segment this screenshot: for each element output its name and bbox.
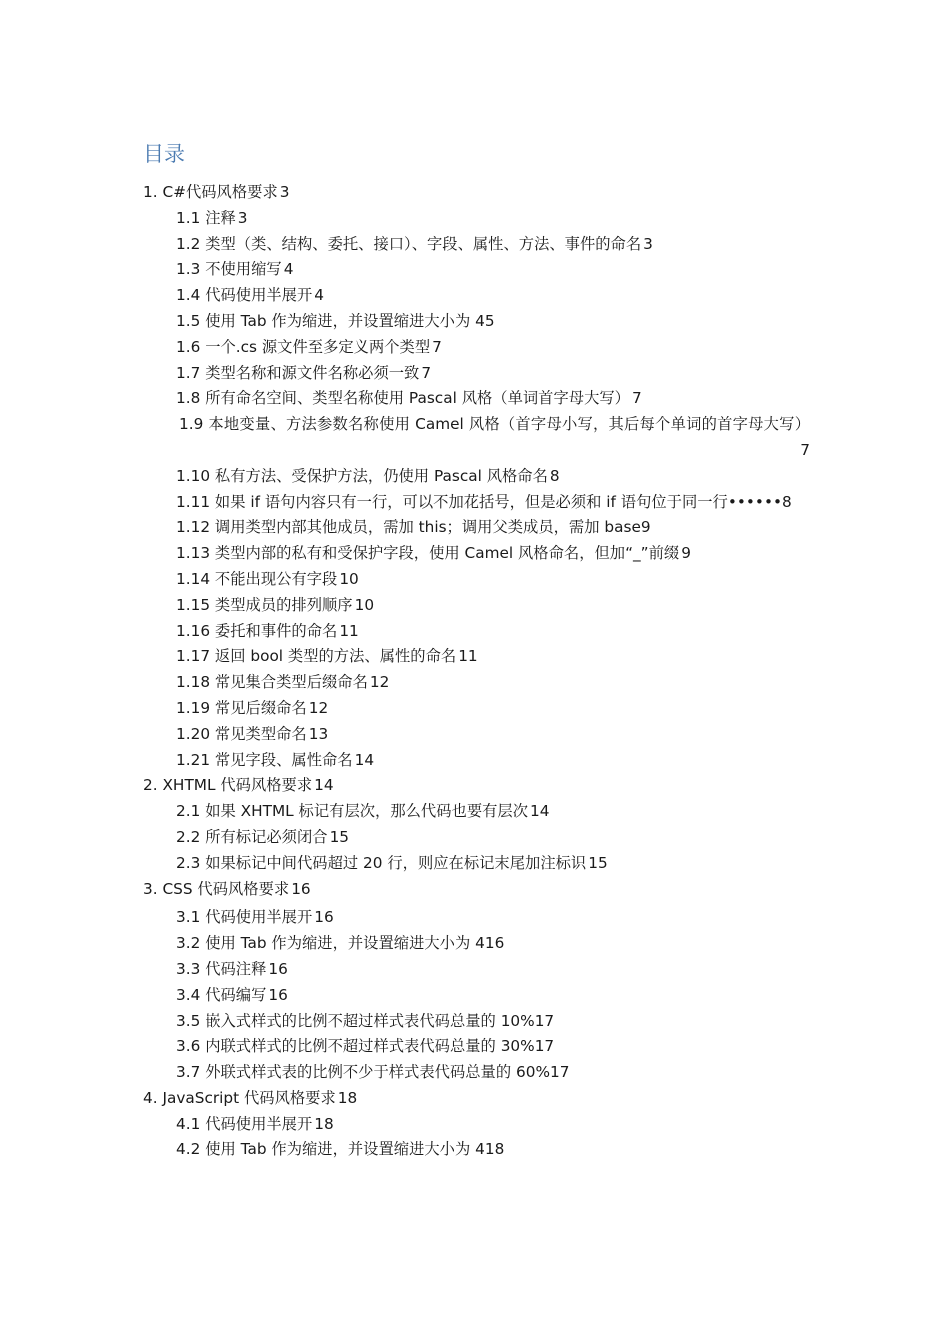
toc-entry-text: 1.14 不能出现公有字段 <box>176 569 338 588</box>
toc-entry-1-12[interactable] <box>143 515 810 541</box>
toc-entry-1-13[interactable] <box>143 541 810 567</box>
toc-page-number: 3 <box>643 234 653 253</box>
toc-entry-1-19[interactable] <box>143 696 810 722</box>
toc-entry-1-16[interactable] <box>143 619 810 645</box>
toc-entry-text: 1.7 类型名称和源文件名称必须一致 <box>176 363 420 382</box>
toc-entry-4-2[interactable] <box>143 1137 810 1163</box>
toc-entry-3-1[interactable] <box>143 905 810 931</box>
toc-entry-1-3[interactable] <box>143 257 810 283</box>
toc-entry-1-9[interactable] <box>143 412 810 464</box>
toc-entry-text: 1.1 注释 <box>176 208 236 227</box>
toc-entry-2-3[interactable] <box>143 851 810 877</box>
toc-page-number: 17 <box>534 1037 555 1056</box>
toc-entry-text: 1.11 如果 if 语句内容只有一行，可以不加花括号，但是必须和 if 语句位于同一行 <box>176 492 728 511</box>
toc-entry-1-5[interactable] <box>143 309 810 335</box>
toc-entry-text: 4. JavaScript 代码风格要求 <box>143 1088 336 1107</box>
toc-entry-text: 3.1 代码使用半展开 <box>176 908 313 927</box>
toc-entry-2-2[interactable] <box>143 825 810 851</box>
toc-entry-text: 2.3 如果标记中间代码超过 20 行，则应在标记末尾加注标识 <box>176 853 587 872</box>
toc-page-number: 16 <box>314 908 334 927</box>
toc-entry-text: 3.4 代码编写 <box>176 985 267 1004</box>
toc-entry-1-7[interactable] <box>143 361 810 387</box>
toc-entry-3-4[interactable] <box>143 983 810 1009</box>
toc-entry-3-2[interactable] <box>143 931 810 957</box>
toc-page-number: 17 <box>534 1011 555 1030</box>
toc-page-number: 3 <box>279 183 290 201</box>
toc-entry-1-14[interactable] <box>143 567 810 593</box>
toc-page-number: 10 <box>354 595 375 614</box>
toc-entry-text: 3.6 内联式样式的比例不超过样式表代码总量的 30% <box>176 1037 535 1056</box>
toc-page-number: ••••••8 <box>727 492 792 511</box>
toc-page-number: 7 <box>421 363 432 382</box>
toc-entry-text: 1.8 所有命名空间、类型名称使用 Pascal 风格（单词首字母大写） <box>176 389 630 408</box>
toc-entry-3-5[interactable] <box>143 1009 810 1035</box>
toc-entry-text: 1.18 常见集合类型后缀命名 <box>176 673 368 692</box>
toc-entry-text: 2. XHTML 代码风格要求 <box>143 776 313 795</box>
toc-page-number: 18 <box>314 1114 334 1133</box>
toc-entry-1-8[interactable] <box>143 386 810 412</box>
toc-entry-2[interactable] <box>143 773 810 799</box>
toc-entry-1-21[interactable] <box>143 748 810 774</box>
toc-entry-text: 1.5 使用 Tab 作为缩进，并设置缩进大小为 4 <box>176 311 485 330</box>
toc-entry-text: 3.3 代码注释 <box>176 959 267 978</box>
toc-entry-2-1[interactable] <box>143 799 810 825</box>
toc-page-number: 16 <box>484 934 505 953</box>
toc-entry-3-6[interactable] <box>143 1034 810 1060</box>
toc-page-number: 12 <box>308 698 329 717</box>
toc-entry-text: 2.2 所有标记必须闭合 <box>176 827 328 846</box>
toc-entry-text: 1.20 常见类型命名 <box>176 724 307 743</box>
toc-entry-3-3[interactable] <box>143 957 810 983</box>
toc-entry-text: 1.17 返回 bool 类型的方法、属性的命名 <box>176 647 457 666</box>
toc-page-number: 17 <box>550 1063 570 1082</box>
toc-page-number: 7 <box>432 337 442 356</box>
toc-entry-1-17[interactable] <box>143 644 810 670</box>
toc-page-number: 7 <box>800 440 810 459</box>
toc-page-number: 15 <box>329 827 350 846</box>
toc-page-number: 7 <box>631 389 642 408</box>
toc-entry-text: 1.15 类型成员的排列顺序 <box>176 595 353 614</box>
toc-page-number: 12 <box>369 673 390 692</box>
toc-entry-1[interactable] <box>143 180 810 206</box>
toc-page-number: 4 <box>283 260 294 279</box>
toc-entry-text: 3. CSS 代码风格要求 <box>143 879 290 898</box>
toc-entry-text: 2.1 如果 XHTML 标记有层次，那么代码也要有层次 <box>176 802 529 821</box>
toc-page-number: 8 <box>549 466 560 485</box>
toc-entry-text: 3.2 使用 Tab 作为缩进，并设置缩进大小为 4 <box>176 934 485 953</box>
toc-entry-1-10[interactable] <box>143 464 810 490</box>
toc-title: 目录 <box>143 142 185 166</box>
toc-page-number: 3 <box>237 208 248 227</box>
toc-page-number: 10 <box>339 569 359 588</box>
toc-page-number: 11 <box>458 647 478 666</box>
toc-page-number: 15 <box>588 853 608 872</box>
toc-entry-1-1[interactable] <box>143 206 810 232</box>
toc-entry-1-4[interactable] <box>143 283 810 309</box>
toc-page-number: 9 <box>640 518 651 537</box>
toc-entry-1-2[interactable] <box>143 232 810 258</box>
toc-page-number: 13 <box>308 724 329 743</box>
toc-page-number: 11 <box>339 621 359 640</box>
toc-entry-text: 4.1 代码使用半展开 <box>176 1114 313 1133</box>
toc-page-number: 9 <box>681 544 691 563</box>
toc-page-number: 16 <box>268 985 288 1004</box>
toc-entry-text: 1.6 一个.cs 源文件至多定义两个类型 <box>176 337 431 356</box>
toc-entry-4[interactable] <box>143 1086 810 1112</box>
toc-entry-3[interactable] <box>143 877 810 903</box>
toc-page-number: 14 <box>314 776 334 795</box>
toc-entry-1-11[interactable] <box>143 490 810 516</box>
toc-entry-text: 1.12 调用类型内部其他成员，需加 this；调用父类成员，需加 base <box>176 518 641 537</box>
toc-entry-text: 1.4 代码使用半展开 <box>176 286 313 305</box>
toc-page-number: 16 <box>268 959 288 978</box>
toc-entry-1-15[interactable] <box>143 593 810 619</box>
toc-entry-text: 1. C#代码风格要求 <box>143 183 278 201</box>
toc-entry-text: 3.7 外联式样式表的比例不少于样式表代码总量的 60% <box>176 1063 550 1082</box>
toc-entry-text: 1.21 常见字段、属性命名 <box>176 750 353 769</box>
toc-entry-text: 1.16 委托和事件的命名 <box>176 621 338 640</box>
toc-page-number: 5 <box>484 311 495 330</box>
toc-page-number: 16 <box>291 879 311 898</box>
toc-entry-1-20[interactable] <box>143 722 810 748</box>
toc-entry-text: 1.2 类型（类、结构、委托、接口）、字段、属性、方法、事件的命名 <box>176 234 642 253</box>
toc-page-number: 14 <box>354 750 375 769</box>
toc-page-number: 18 <box>484 1140 505 1159</box>
toc-entry-text: 1.19 常见后缀命名 <box>176 698 307 717</box>
toc-entry-1-18[interactable] <box>143 670 810 696</box>
toc-entry-text: 1.3 不使用缩写 <box>176 260 282 279</box>
toc-page-number: 14 <box>530 802 550 821</box>
toc-page-number: 4 <box>314 286 325 305</box>
toc-entry-text: 1.10 私有方法、受保护方法，仍使用 Pascal 风格命名 <box>176 466 548 485</box>
toc-entry-4-1[interactable] <box>143 1112 810 1138</box>
toc-entry-text: 1.13 类型内部的私有和受保护字段，使用 Camel 风格命名，但加“_”前缀 <box>176 544 680 563</box>
toc-entry-text: 1.9 本地变量、方法参数名称使用 Camel 风格（首字母小写，其后每个单词的首字母大写） <box>179 415 810 434</box>
toc-entry-text: 4.2 使用 Tab 作为缩进，并设置缩进大小为 4 <box>176 1140 485 1159</box>
toc-entry-1-6[interactable] <box>143 335 810 361</box>
table-of-contents <box>143 180 810 1163</box>
toc-entry-3-7[interactable] <box>143 1060 810 1086</box>
toc-entry-text: 3.5 嵌入式样式的比例不超过样式表代码总量的 10% <box>176 1011 535 1030</box>
toc-page-number: 18 <box>337 1088 358 1107</box>
